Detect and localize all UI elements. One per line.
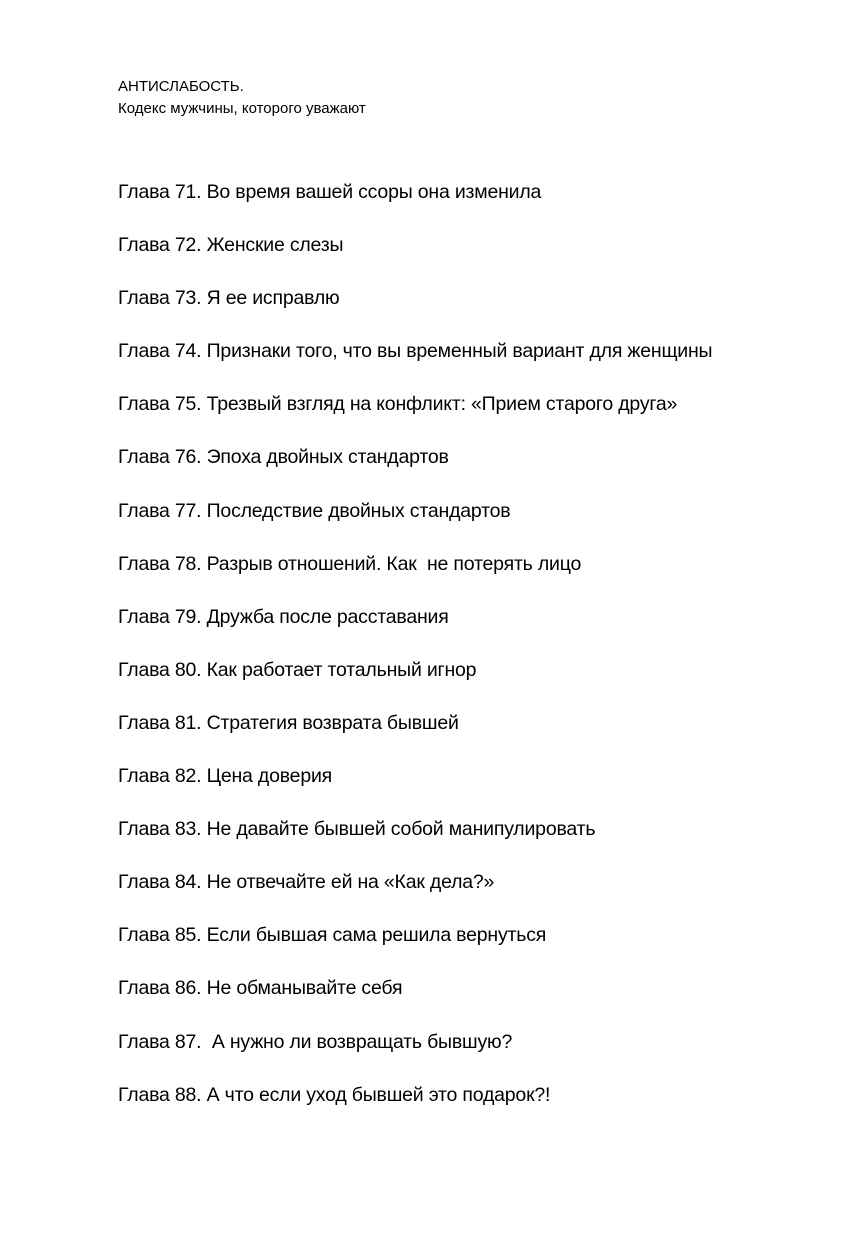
- chapter-88: Глава 88. А что если уход бывшей это подарок?!: [118, 1083, 551, 1106]
- chapter-79: Глава 79. Дружба после расставания: [118, 605, 449, 628]
- chapter-86: Глава 86. Не обманывайте себя: [118, 977, 403, 1000]
- chapter-80: Глава 80. Как работает тотальный игнор: [118, 658, 477, 681]
- chapter-87: Глава 87. А нужно ли возвращать бывшую?: [118, 1030, 513, 1053]
- chapter-75: Глава 75. Трезвый взгляд на конфликт: «Прием старого друга»: [118, 393, 678, 416]
- book-title: АНТИСЛАБОСТЬ.: [118, 78, 244, 95]
- document-header: [118, 76, 366, 120]
- chapter-77: Глава 77. Последствие двойных стандартов: [118, 499, 511, 522]
- book-subtitle: Кодекс мужчины, которого уважают: [118, 100, 366, 117]
- chapter-71: Глава 71. Во время вашей ссоры она изменила: [118, 181, 542, 203]
- chapter-83: Глава 83. Не давайте бывшей собой манипулировать: [118, 818, 596, 841]
- chapter-73: Глава 73. Я ее исправлю: [118, 287, 340, 310]
- chapter-74: Глава 74. Признаки того, что вы временный вариант для женщины: [118, 340, 713, 363]
- chapter-84: Глава 84. Не отвечайте ей на «Как дела?»: [118, 871, 495, 894]
- table-of-contents: [118, 178, 712, 1134]
- chapter-85: Глава 85. Если бывшая сама решила вернуться: [118, 924, 547, 947]
- chapter-72: Глава 72. Женские слезы: [118, 234, 344, 257]
- chapter-82: Глава 82. Цена доверия: [118, 765, 333, 788]
- chapter-81: Глава 81. Стратегия возврата бывшей: [118, 711, 459, 734]
- chapter-78: Глава 78. Разрыв отношений. Как не потерять лицо: [118, 552, 582, 575]
- chapter-76: Глава 76. Эпоха двойных стандартов: [118, 446, 449, 469]
